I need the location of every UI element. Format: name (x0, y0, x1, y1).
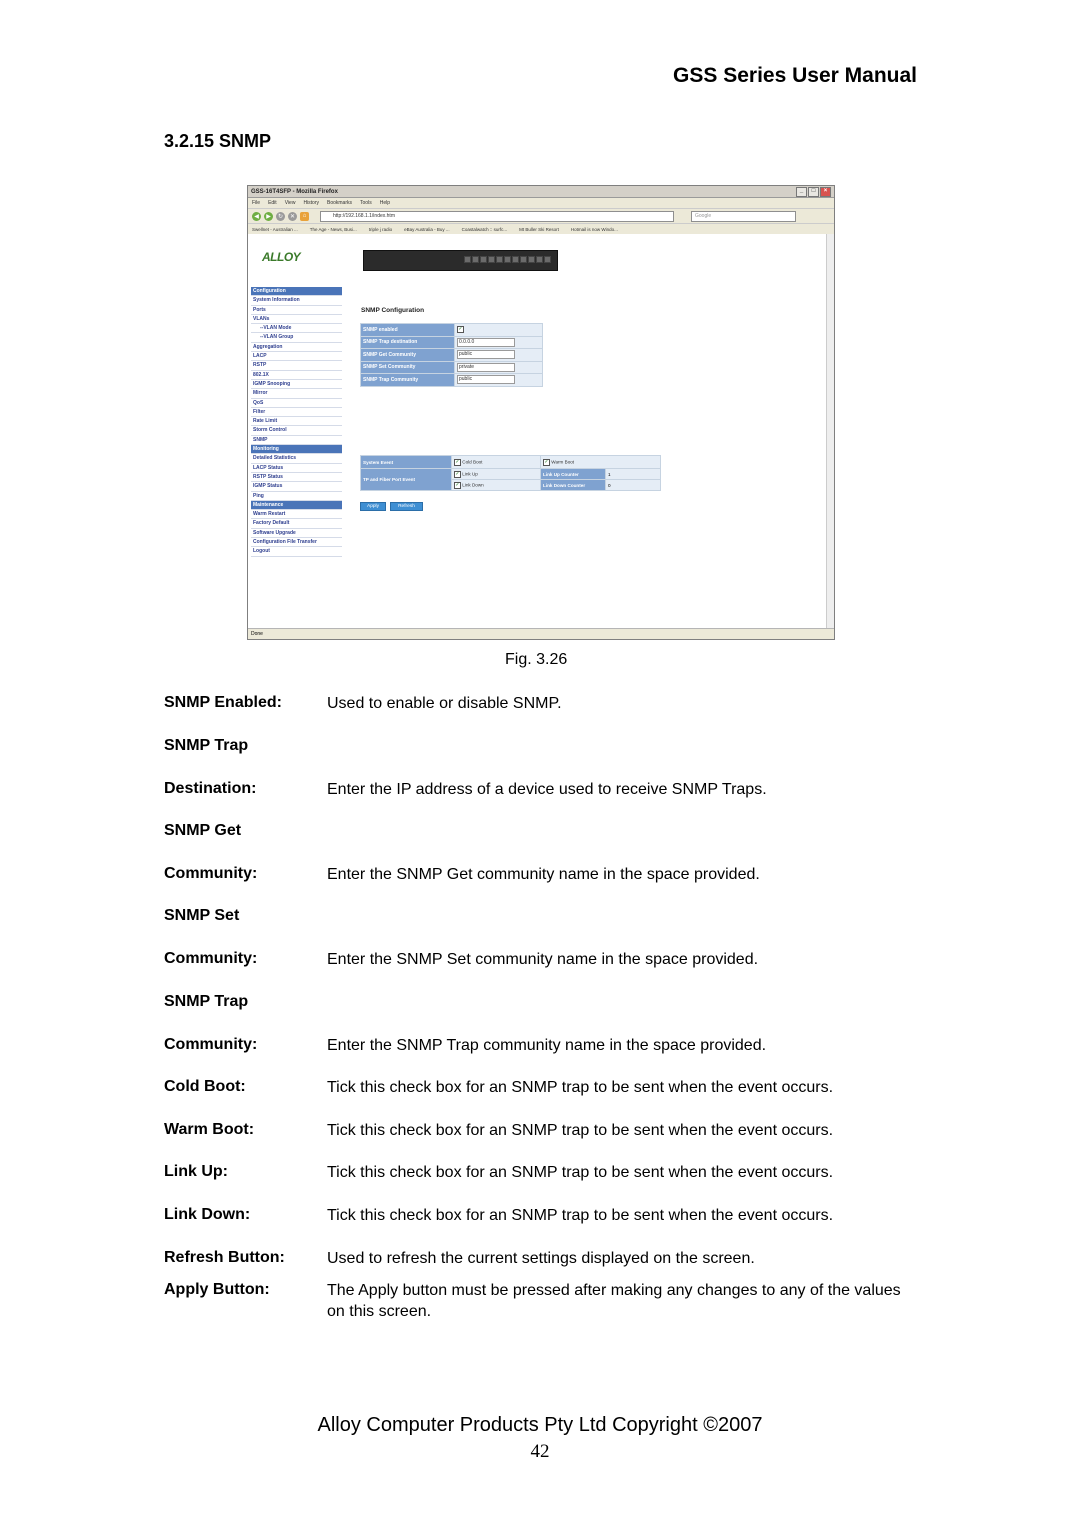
link-up-label: Link Up (462, 471, 478, 477)
cold-boot-checkbox[interactable]: ✓ (455, 458, 460, 465)
sidebar-nav (251, 287, 342, 557)
section-title: 3.2.15 SNMP (164, 131, 272, 151)
set-community-input[interactable]: private (457, 363, 515, 372)
figure-caption: Fig. 3.26 (505, 651, 568, 668)
address-bar[interactable]: http://192.168.1.1/index.htm (320, 211, 674, 222)
description-text: Tick this check box for an SNMP trap to be sent when the event occurs. (327, 1122, 834, 1139)
nav-item[interactable]: Warm Restart (251, 510, 342, 519)
description-text: Tick this check box for an SNMP trap to be sent when the event occurs. (327, 1207, 834, 1224)
browser-navbar (248, 209, 834, 224)
nav-item[interactable]: Ping (251, 492, 342, 501)
bookmark-item[interactable]: eBay Australia - Buy ... (404, 227, 450, 232)
nav-item[interactable]: Mirror (251, 389, 342, 398)
system-event-label: System Event (361, 456, 452, 469)
bookmark-item[interactable]: triple j radio (368, 227, 393, 232)
bookmark-item[interactable]: The Age - News, Busi... (309, 227, 357, 232)
description-text: Enter the SNMP Trap community name in the space provided. (327, 1037, 767, 1054)
link-down-checkbox[interactable]: ✓ (455, 481, 460, 488)
description-label: Community: (164, 950, 258, 967)
description-label: SNMP Enabled: (164, 694, 282, 711)
nav-item[interactable]: Detailed Statistics (251, 454, 342, 463)
link-up-checkbox[interactable]: ✓ (455, 470, 460, 477)
nav-item[interactable]: IGMP Snooping (251, 380, 342, 389)
tp-fiber-event-label: TP and Fiber Port Event (361, 469, 452, 491)
nav-item[interactable]: LACP Status (251, 464, 342, 473)
manual-title: GSS Series User Manual (673, 64, 917, 87)
bookmark-item[interactable]: Swellnet - Australian ... (252, 227, 298, 232)
description-label: Cold Boot: (164, 1078, 246, 1095)
menu-file[interactable]: File (252, 200, 261, 206)
page-number: 42 (530, 1441, 550, 1462)
status-bar: Done (248, 628, 835, 639)
description-label: SNMP Trap (164, 737, 249, 754)
back-icon[interactable]: ◀ (252, 212, 261, 221)
description-label: SNMP Get (164, 822, 242, 839)
reload-icon[interactable]: ↻ (277, 213, 284, 220)
nav-category[interactable]: Configuration (251, 287, 342, 296)
nav-item[interactable]: Aggregation (251, 343, 342, 352)
menu-view[interactable]: View (284, 200, 296, 206)
menu-edit[interactable]: Edit (268, 200, 277, 206)
nav-item[interactable]: --VLAN Mode (251, 324, 342, 333)
nav-item[interactable]: Filter (251, 408, 342, 417)
warm-boot-checkbox[interactable]: ✓ (544, 458, 549, 465)
snmp-enabled-label: SNMP enabled (361, 324, 455, 337)
config-title: SNMP Configuration (361, 307, 425, 314)
nav-item[interactable]: Configuration File Transfer (251, 538, 342, 547)
trap-community-input[interactable]: public (457, 375, 515, 384)
description-text: Enter the SNMP Set community name in the space provided. (327, 951, 759, 968)
nav-category[interactable]: Maintenance (251, 501, 342, 510)
nav-item[interactable]: SNMP (251, 436, 342, 445)
nav-item[interactable]: RSTP (251, 361, 342, 370)
warm-boot-label: Warm Boot (551, 459, 575, 465)
description-label: SNMP Trap (164, 993, 249, 1010)
minimize-icon[interactable]: _ (796, 187, 807, 197)
description-label: Community: (164, 865, 258, 882)
description-text: The Apply button must be pressed after making any changes to any of the values on this screen. (327, 1282, 901, 1320)
close-icon[interactable]: × (820, 187, 831, 197)
nav-item[interactable]: RSTP Status (251, 473, 342, 482)
trap-destination-label: SNMP Trap destination (361, 336, 455, 349)
refresh-button[interactable]: Refresh (390, 502, 423, 511)
snmp-config-table (360, 323, 543, 387)
link-down-counter-value: 0 (606, 480, 661, 491)
link-up-counter-label: Link Up Counter (541, 469, 606, 480)
window-title: GSS-16T4SFP - Mozilla Firefox (251, 188, 338, 195)
description-label: Refresh Button: (164, 1249, 285, 1266)
nav-item[interactable]: IGMP Status (251, 482, 342, 491)
nav-item[interactable]: Rate Limit (251, 417, 342, 426)
apply-button[interactable]: Apply (360, 502, 386, 511)
nav-item[interactable]: 802.1X (251, 371, 342, 380)
nav-item[interactable]: Logout (251, 547, 342, 556)
set-community-label: SNMP Set Community (361, 361, 455, 374)
search-input[interactable]: Google (691, 211, 796, 222)
page-content (248, 234, 834, 627)
bookmark-item[interactable]: Coastalwatch :: surfc... (461, 227, 508, 232)
nav-item[interactable]: Storm Control (251, 426, 342, 435)
description-label: Destination: (164, 780, 257, 797)
description-label: SNMP Set (164, 907, 240, 924)
description-label: Community: (164, 1036, 258, 1053)
trap-events-table (360, 455, 661, 491)
get-community-input[interactable]: public (457, 350, 515, 359)
stop-icon[interactable]: ✕ (289, 213, 296, 220)
nav-item[interactable]: Ports (251, 306, 342, 315)
nav-item[interactable]: Factory Default (251, 519, 342, 528)
link-down-counter-label: Link Down Counter (541, 480, 606, 491)
menu-tools[interactable]: Tools (360, 200, 372, 206)
description-text: Used to enable or disable SNMP. (327, 695, 562, 712)
forward-icon[interactable]: ▶ (264, 212, 273, 221)
get-community-label: SNMP Get Community (361, 349, 455, 362)
menu-history[interactable]: History (303, 200, 319, 206)
menu-help[interactable]: Help (379, 200, 390, 206)
nav-item[interactable]: LACP (251, 352, 342, 361)
description-label: Warm Boot: (164, 1121, 255, 1138)
description-label: Link Up: (164, 1163, 228, 1180)
switch-banner-image (363, 250, 558, 271)
trap-community-label: SNMP Trap Community (361, 374, 455, 387)
footer-copyright: Alloy Computer Products Pty Ltd Copyright ©2007 (317, 1414, 763, 1436)
bookmark-item[interactable]: Mt Buller Ski Resort (519, 227, 559, 232)
bookmark-item[interactable]: Hotmail is now Windo... (570, 227, 618, 232)
nav-item[interactable]: System Information (251, 296, 342, 305)
description-text: Enter the IP address of a device used to receive SNMP Traps. (327, 781, 767, 798)
alloy-logo: ALLOY (262, 250, 301, 264)
menu-bookmarks[interactable]: Bookmarks (327, 200, 353, 206)
window-titlebar (248, 186, 834, 198)
description-label: Link Down: (164, 1206, 251, 1223)
link-up-counter-value: 1 (606, 469, 661, 480)
description-text: Used to refresh the current settings displayed on the screen. (327, 1250, 755, 1267)
vertical-scrollbar[interactable] (826, 234, 834, 628)
link-down-label: Link Down (462, 482, 484, 488)
home-icon[interactable]: ⌂ (300, 212, 309, 221)
nav-item[interactable]: Software Upgrade (251, 529, 342, 538)
nav-category[interactable]: Monitoring (251, 445, 342, 454)
description-text: Enter the SNMP Get community name in the space provided. (327, 866, 760, 883)
browser-screenshot (247, 185, 835, 640)
nav-item[interactable]: --VLAN Group (251, 333, 342, 342)
snmp-enabled-checkbox[interactable]: ✓ (458, 326, 463, 333)
description-text: Tick this check box for an SNMP trap to be sent when the event occurs. (327, 1164, 834, 1181)
browser-menubar (248, 198, 834, 209)
trap-destination-input[interactable]: 0.0.0.0 (457, 338, 515, 347)
nav-item[interactable]: QoS (251, 399, 342, 408)
maximize-icon[interactable]: □ (808, 187, 819, 197)
nav-item[interactable]: VLANs (251, 315, 342, 324)
cold-boot-label: Cold Boot (462, 459, 483, 465)
description-label: Apply Button: (164, 1281, 270, 1298)
description-text: Tick this check box for an SNMP trap to be sent when the event occurs. (327, 1079, 834, 1096)
